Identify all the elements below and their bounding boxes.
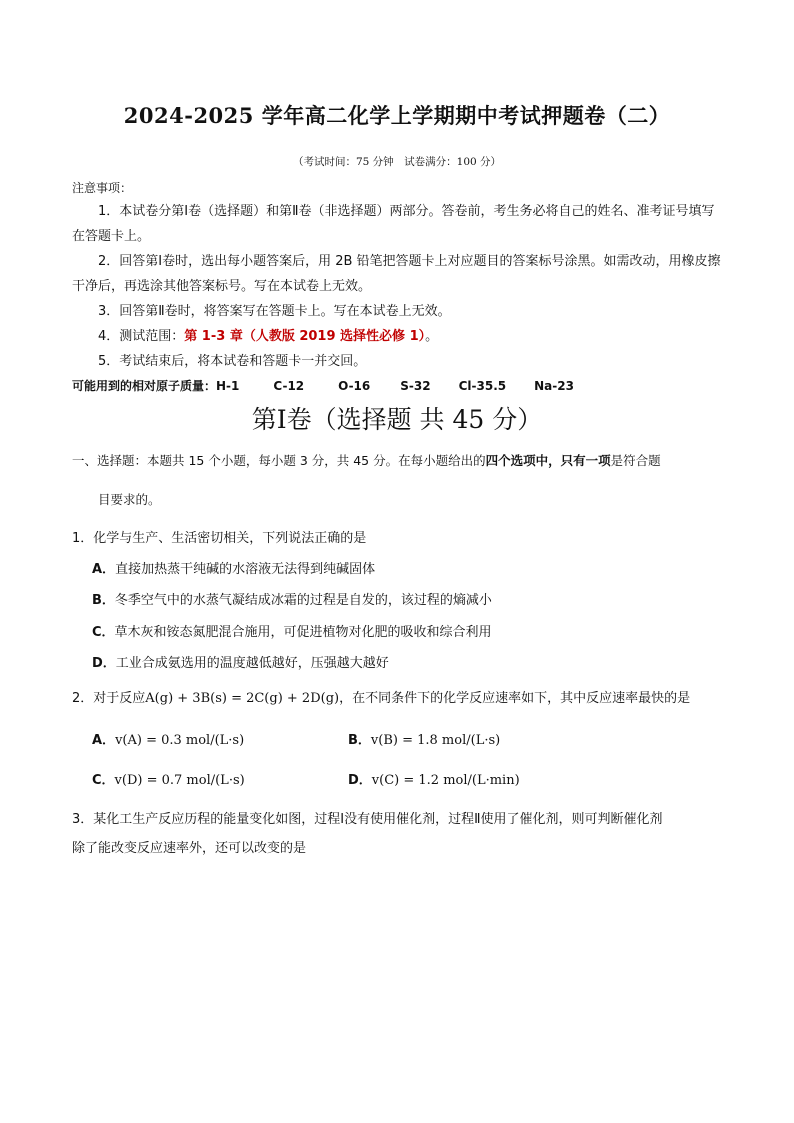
test-range: 第 1-3 章（人教版 2019 选择性必修 1） (184, 329, 426, 344)
exam-title: 2024-2025 学年高二化学上学期期中考试押题卷（二） (123, 103, 671, 128)
atomic-masses-label: 可能用到的相对原子质量： (72, 379, 217, 393)
question-1-option-a: A．直接加热蒸干纯碱的水溶液无法得到纯碱固体 (92, 562, 376, 577)
question-1-option-b: B．冬季空气中的水蒸气凝结成冰霜的过程是自发的，该过程的熵减小 (92, 593, 492, 608)
question-1-stem: 1．化学与生产、生活密切相关，下列说法正确的是 (72, 531, 367, 546)
question-2-option-d: D．v(C) = 1.2 mol/(L·min) (348, 773, 520, 788)
atomic-mass-c: C-12 (273, 379, 305, 393)
question-2-option-b: B．v(B) = 1.8 mol/(L·s) (348, 733, 501, 748)
atomic-mass-na: Na-23 (534, 379, 574, 393)
question-3-stem-line2: 除了能改变反应速率外，还可以改变的是 (72, 841, 307, 856)
atomic-mass-h: H-1 (216, 379, 240, 393)
question-3-stem-line1: 3．某化工生产反应历程的能量变化如图，过程Ⅰ没有使用催化剂，过程Ⅱ使用了催化剂，则可判断催化剂 (72, 812, 663, 827)
note-item-1: 1．本试卷分第Ⅰ卷（选择题）和第Ⅱ卷（非选择题）两部分。答卷前，考生务必将自己的姓名、准考证号填写在答题卡上。 (72, 204, 715, 244)
atomic-masses (72, 377, 574, 394)
section-instruction-line2: 目要求的。 (98, 492, 161, 507)
section-instruction: 一、选择题：本题共 15 个小题，每小题 3 分，共 45 分。在每小题给出的四个选项中，只有一项是符合题 (72, 453, 661, 468)
atomic-mass-s: S-32 (400, 379, 431, 393)
note-item-2: 2．回答第Ⅰ卷时，选出每小题答案后，用 2B 铅笔把答题卡上对应题目的答案标号涂黑。如需改动，用橡皮擦干净后，再选涂其他答案标号。写在本试卷上无效。 (72, 254, 721, 294)
question-2-option-a: A．v(A) = 0.3 mol/(L·s) (92, 733, 245, 748)
atomic-mass-o: O-16 (338, 379, 371, 393)
notes-heading: 注意事项： (72, 181, 133, 195)
question-2-stem: 2．对于反应A(g) + 3B(s) = 2C(g) + 2D(g)，在不同条件下的化学反应速率如下，其中反应速率最快的是 (72, 691, 691, 706)
question-2-option-c: C．v(D) = 0.7 mol/(L·s) (92, 773, 245, 788)
note-item-5: 5．考试结束后，将本试卷和答题卡一并交回。 (98, 354, 367, 369)
atomic-mass-cl: Cl-35.5 (458, 379, 507, 393)
exam-info: （考试时间：75 分钟 试卷满分：100 分） (292, 156, 502, 168)
question-1-option-c: C．草木灰和铵态氮肥混合施用，可促进植物对化肥的吸收和综合利用 (92, 625, 492, 640)
note-item-4: 4．测试范围：第 1-3 章（人教版 2019 选择性必修 1）。 (98, 329, 439, 344)
reaction-equation: A(g) + 3B(s) = 2C(g) + 2D(g) (145, 691, 340, 706)
section-title: 第Ⅰ卷（选择题 共 45 分） (251, 405, 543, 434)
question-1-option-d: D．工业合成氨选用的温度越低越好，压强越大越好 (92, 656, 389, 671)
note-item-3: 3．回答第Ⅱ卷时，将答案写在答题卡上。写在本试卷上无效。 (98, 304, 451, 319)
